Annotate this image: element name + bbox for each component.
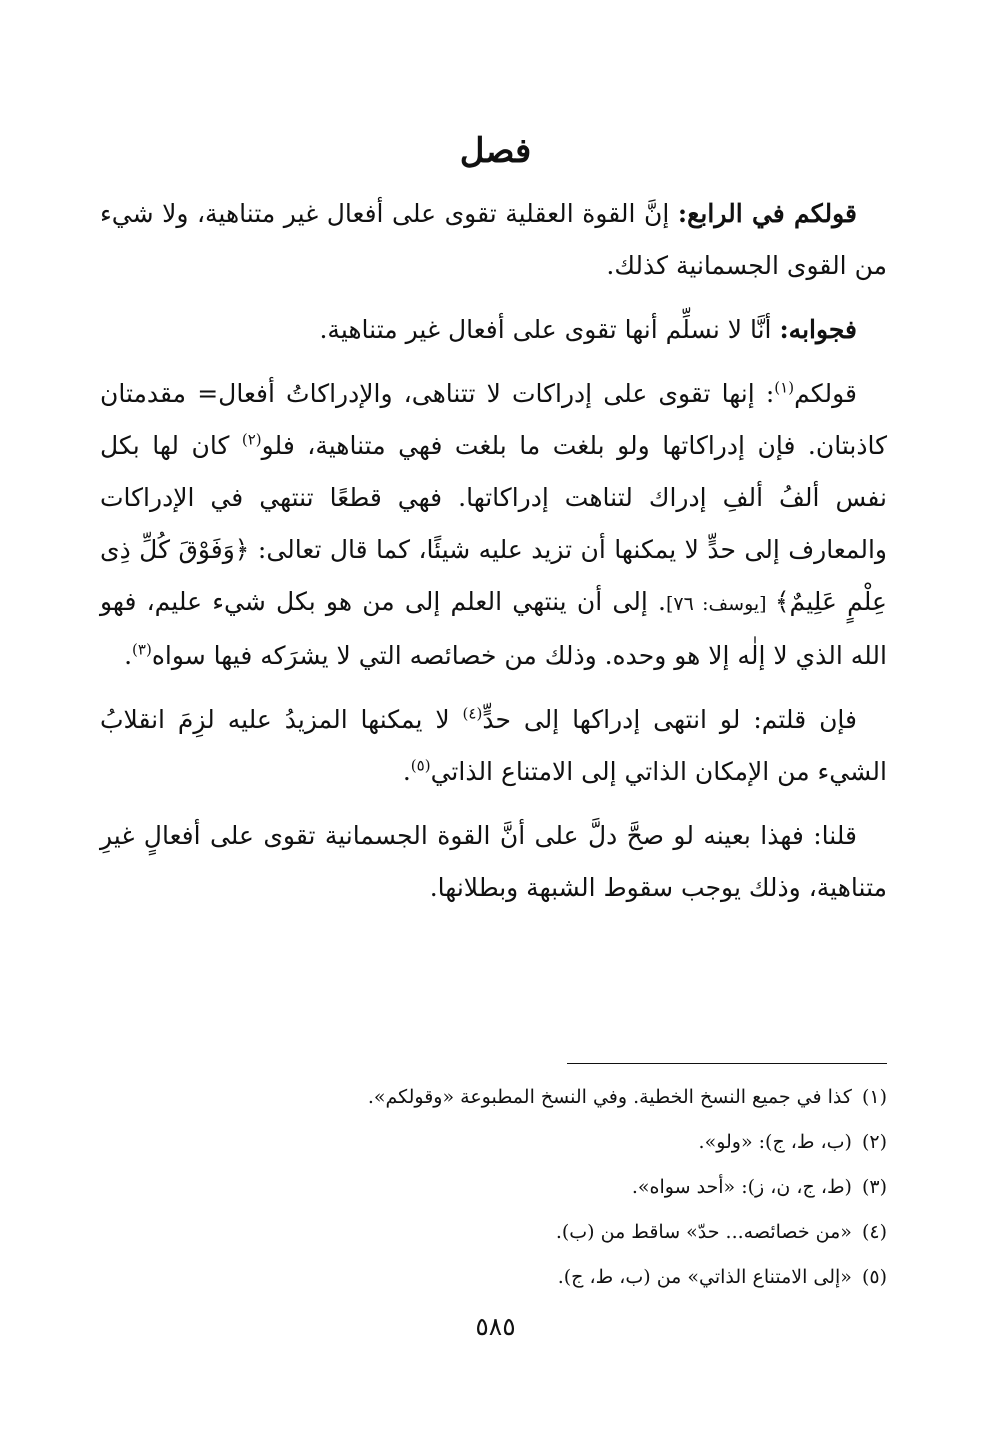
paragraph-lead: قولكم في الرابع: <box>677 199 857 228</box>
main-text <box>100 188 887 926</box>
footnotes-list <box>100 1075 887 1300</box>
paragraph-2 <box>100 304 887 356</box>
paragraph-text: كان لها بكل نفس ألفُ ألفِ إدراك لتناهت إدراكاتها. فهي قطعًا تنتهي في الإدراكات والمعارف إلى حدٍّ لا يمكنها أن تزيد عليه شيئًا، كما قال تعالى: <box>100 431 887 564</box>
paragraph-text: أنَّا لا نسلِّم أنها تقوى على أفعال غير متناهية. <box>319 315 780 344</box>
footnote-number: (١) <box>861 1086 887 1108</box>
footnote-number: (٥) <box>861 1266 887 1288</box>
footnote-item <box>100 1165 887 1210</box>
footnote-item <box>100 1075 887 1120</box>
paragraph-text: قلنا: فهذا بعينه لو صحَّ دلَّ على أنَّ القوة الجسمانية تقوى على أفعالٍ غيرِ متناهية، وذلك يوجب سقوط الشبهة وبطلانها. <box>100 821 887 902</box>
footnote-number: (٣) <box>861 1176 887 1198</box>
section-title: فصل <box>459 131 532 171</box>
footnote-text: «من خصائصه... حدّ» ساقط من (ب). <box>555 1221 852 1243</box>
quran-verse: ﴿وَفَوْقَ كُلِّ ذِى عِلْمٍ عَلِيمٌ﴾ <box>100 535 887 616</box>
paragraph-text: إنَّ القوة العقلية تقوى على أفعال غير متناهية، ولا شيء من القوى الجسمانية كذلك. <box>100 199 887 280</box>
paragraph-text: : إنها تقوى على إدراكات لا تتناهى، والإدراكاتُ أفعال= مقدمتان كاذبتان. فإن إدراكاتها ولو بلغت ما بلغت فهي متناهية، فلو <box>100 379 887 460</box>
footnote-item <box>100 1120 887 1165</box>
footnote-text: كذا في جميع النسخ الخطية. وفي النسخ المطبوعة «وقولكم». <box>367 1086 852 1108</box>
paragraph-4 <box>100 694 887 798</box>
paragraph-3 <box>100 368 887 682</box>
footnote-ref-3[interactable]: (٣) <box>132 640 152 659</box>
footnote-number: (٢) <box>861 1131 887 1153</box>
footnote-number: (٤) <box>861 1221 887 1243</box>
paragraph-text: قولكم <box>794 379 857 408</box>
page-number: ٥٨٥ <box>475 1312 516 1341</box>
paragraph-text: فإن قلتم: لو انتهى إدراكها إلى حدٍّ <box>482 705 857 734</box>
paragraph-lead: فجوابه: <box>779 315 857 344</box>
paragraph-text: . إلى أن ينتهي العلم إلى من هو بكل شيء عليم، فهو الله الذي لا إلٰه إلا هو وحده. وذلك من خصائصه التي لا يشرَكه فيها سواه <box>100 587 887 670</box>
footnote-ref-5[interactable]: (٥) <box>410 756 431 775</box>
paragraph-5 <box>100 810 887 914</box>
footnote-text: (ب، ط، ج): «ولو». <box>698 1131 852 1153</box>
paragraph-text: . <box>402 757 411 786</box>
paragraph-text: لا يمكنها المزيدُ عليه لزِمَ انقلابُ الشيء من الإمكان الذاتي إلى الامتناع الذاتي <box>100 705 887 786</box>
footnote-divider <box>567 1063 887 1064</box>
footnote-text: «إلى الامتناع الذاتي» من (ب، ط، ج). <box>557 1266 852 1288</box>
footnote-ref-1[interactable]: (١) <box>774 378 795 397</box>
footnote-item <box>100 1255 887 1300</box>
paragraph-1 <box>100 188 887 292</box>
footnote-ref-2[interactable]: (٢) <box>241 430 262 449</box>
footnote-ref-4[interactable]: (٤) <box>462 704 483 723</box>
verse-citation: [يوسف: ٧٦] <box>665 593 775 615</box>
footnote-item <box>100 1210 887 1255</box>
paragraph-text: . <box>124 641 133 670</box>
footnote-text: (ط، ج، ن، ز): «أحد سواه». <box>631 1176 852 1198</box>
